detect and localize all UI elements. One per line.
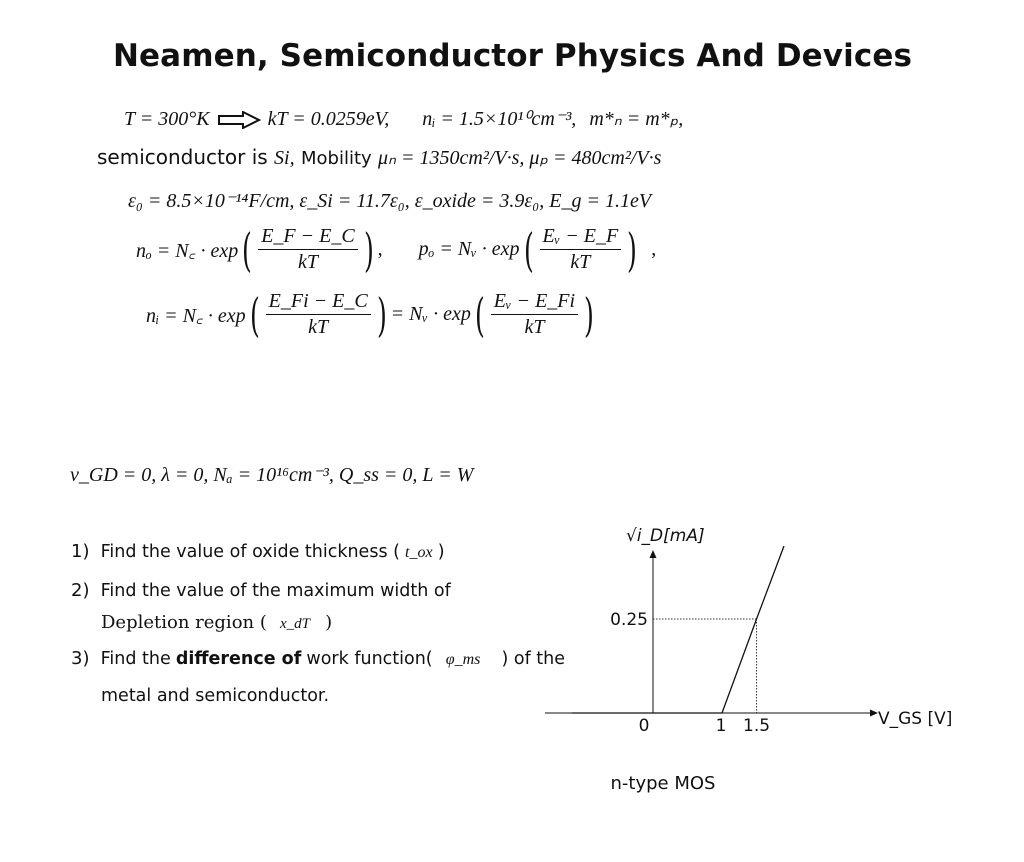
question-text-end: ) of the bbox=[501, 649, 566, 669]
question-text: work function( bbox=[306, 649, 433, 669]
fraction-numerator: Eᵥ − E_F bbox=[540, 225, 622, 250]
mobility-label: Mobility bbox=[300, 148, 372, 169]
x-axis-arrow-icon bbox=[870, 710, 878, 717]
page-title: Neamen, Semiconductor Physics And Devices bbox=[113, 38, 912, 74]
y-tick-label: 0.25 bbox=[610, 610, 648, 630]
x-tick-label: 1.5 bbox=[743, 716, 771, 736]
question-variable: φ_ms bbox=[445, 651, 481, 668]
semiconductor-label: semiconductor is bbox=[97, 145, 268, 169]
effective-mass: m*ₙ = m*ₚ, bbox=[589, 108, 684, 130]
question-number: 3) bbox=[71, 648, 90, 669]
series-line bbox=[572, 546, 784, 713]
problem-conditions: v_GD = 0, λ = 0, Nₐ = 10¹⁶cm⁻³, Q_ss = 0, L = W bbox=[70, 464, 474, 486]
x-tick-label: 0 bbox=[638, 716, 650, 736]
question-text-end: ) bbox=[437, 542, 445, 562]
intrinsic-concentration: nᵢ = 1.5×10¹⁰cm⁻³, bbox=[422, 108, 577, 130]
temperature: T = 300°K bbox=[124, 108, 210, 130]
question-variable: x_dT bbox=[279, 616, 310, 632]
hole-concentration-eq: pₒ = Nᵥ · exp bbox=[418, 238, 520, 260]
question-text: Depletion region ( bbox=[101, 612, 267, 633]
fraction-denominator: kT bbox=[308, 316, 329, 338]
question-text: Find the value of oxide thickness ( bbox=[100, 542, 400, 562]
fraction-denominator: kT bbox=[570, 251, 591, 273]
mobility-values: μₙ = 1350cm²/V·s, μₚ = 480cm²/V·s bbox=[378, 147, 662, 169]
question-text: Find the value of the maximum width of bbox=[100, 581, 451, 601]
question-number: 1) bbox=[71, 541, 90, 562]
question-text: metal and semiconductor. bbox=[101, 686, 330, 706]
carrier-equations: nₒ = N꜀ · exp ( $\frac{E\_F - E\_C}{kT}$ ) , pₒ = Nᵥ · exp ( $\frac{\text{Eᵥ − E\_F}}{kT}$ ) , bbox=[136, 222, 657, 277]
question-number: 2) bbox=[71, 580, 90, 601]
intrinsic-eq-left: nᵢ = N꜀ · exp bbox=[146, 305, 246, 327]
fraction-numerator: E_Fi − E_C bbox=[266, 290, 371, 315]
fraction-denominator: kT bbox=[524, 316, 545, 338]
chart-title: n-type MOS bbox=[610, 773, 716, 794]
y-axis-label: √i_D[mA] bbox=[626, 526, 705, 546]
question-text-end: ) bbox=[325, 612, 333, 633]
fraction-numerator: Eᵥ − E_Fi bbox=[491, 290, 578, 315]
x-tick-label: 1 bbox=[715, 716, 727, 736]
question-text: Find the bbox=[100, 649, 171, 669]
electron-concentration-eq: nₒ = N꜀ · exp bbox=[136, 240, 239, 262]
question-text-bold: difference of bbox=[175, 649, 302, 669]
y-axis-arrow-icon bbox=[650, 550, 657, 558]
fraction-denominator: kT bbox=[297, 251, 318, 273]
question-variable: t_ox bbox=[405, 544, 433, 561]
fraction-numerator: E_F − E_C bbox=[258, 225, 358, 250]
semiconductor-si: Si, bbox=[274, 147, 295, 169]
intrinsic-equation: nᵢ = N꜀ · exp ( $\frac{E\_Fi - E\_C}{kT}$ ) = Nᵥ · exp ( $\frac{\text{Eᵥ − E\_Fi}}{kT}$ ) bbox=[146, 287, 595, 342]
permittivity-line: ε₀ = 8.5×10⁻¹⁴F/cm, ε_Si = 11.7ε₀, ε_oxide = 3.9ε₀, E_g = 1.1eV bbox=[128, 190, 652, 212]
x-axis-label: V_GS [V] bbox=[878, 709, 953, 729]
intrinsic-eq-right: = Nᵥ · exp bbox=[390, 303, 471, 325]
thermal-voltage: kT = 0.0259eV, bbox=[267, 108, 390, 130]
